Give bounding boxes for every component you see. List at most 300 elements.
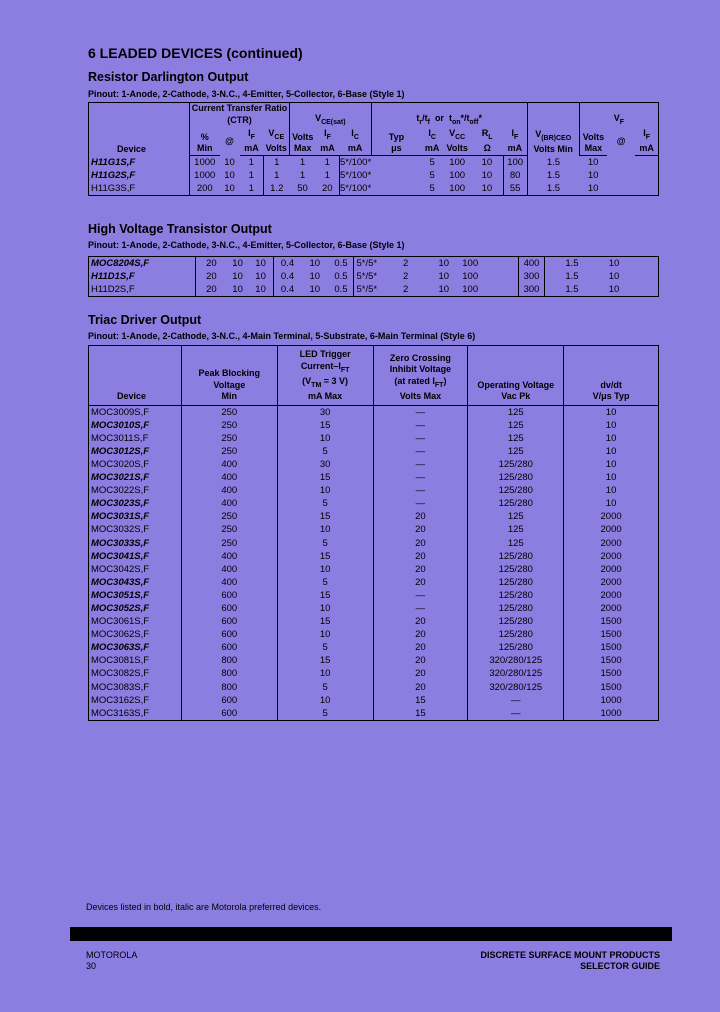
table-cell: 10 xyxy=(438,258,450,269)
device-part-number: MOC3031S,F xyxy=(91,511,150,523)
device-part-number: MOC3022S,F xyxy=(91,485,150,497)
table-cell: 250 xyxy=(181,405,277,419)
table-cell: 10 xyxy=(608,258,620,269)
table-cell: 15 xyxy=(277,654,373,667)
table-cell: 10 xyxy=(277,484,373,497)
col-vf-max: Max xyxy=(579,143,607,155)
table-row xyxy=(89,283,659,297)
table-cell: 1 xyxy=(324,169,330,181)
table-cell: 5*/5* xyxy=(354,283,379,297)
table-cell: 15 xyxy=(277,471,373,484)
table-cell: 1 xyxy=(299,169,306,181)
table-cell: 125/280 xyxy=(468,563,564,576)
device-part-number: MOC3021S,F xyxy=(91,472,150,484)
table-cell: 20 xyxy=(373,537,468,550)
table-cell: 10 xyxy=(481,169,493,181)
table-cell: 10 xyxy=(224,156,235,168)
table-cell: 15 xyxy=(277,589,373,602)
table-cell: 10 xyxy=(564,497,659,510)
table-cell: 5 xyxy=(277,445,373,458)
table-cell: 125 xyxy=(468,405,564,419)
table-row xyxy=(89,484,659,497)
table-cell: 10 xyxy=(309,271,321,282)
table-cell: — xyxy=(373,445,468,458)
table-row xyxy=(89,405,659,419)
table-cell: 0.4 xyxy=(274,257,301,271)
table-cell: 400 xyxy=(181,458,277,471)
col-sat-volts: Volts xyxy=(290,128,316,143)
table-cell: 125/280 xyxy=(468,576,564,589)
table-cell: 55 xyxy=(503,182,527,196)
table-row xyxy=(89,667,659,680)
col-operating: Operating Voltage Vac Pk xyxy=(468,346,564,406)
col-ctr-ma: mA xyxy=(240,143,264,155)
device-part-number: MOC3012S,F xyxy=(91,445,150,457)
table-cell: — xyxy=(373,405,468,419)
table-cell: 15 xyxy=(373,694,468,707)
table-cell: 10 xyxy=(309,284,321,295)
table-cell: 5 xyxy=(429,156,435,168)
table-cell: 320/280/125 xyxy=(468,654,564,667)
table-cell: 1.5 xyxy=(527,155,579,169)
table-cell: 10 xyxy=(224,182,235,194)
table-row xyxy=(89,576,659,589)
table-cell: — xyxy=(373,432,468,445)
table-cell: 2 xyxy=(403,284,409,295)
device-part-number: MOC3032S,F xyxy=(91,524,150,536)
table-cell: 10 xyxy=(438,271,450,282)
table-cell: 5 xyxy=(277,681,373,694)
table-cell: 125/280 xyxy=(468,589,564,602)
page-number: 30 xyxy=(86,961,97,971)
table-cell: 600 xyxy=(181,615,277,628)
section-title-resistor-darlington: Resistor Darlington Output xyxy=(88,70,249,84)
table-cell xyxy=(485,257,519,271)
table-row xyxy=(89,694,659,707)
table-cell: 1500 xyxy=(564,681,659,694)
device-part-number: MOC3051S,F xyxy=(91,589,150,601)
table-cell: — xyxy=(373,458,468,471)
col-sat-ma2: mA xyxy=(340,143,372,155)
table-row xyxy=(89,445,659,458)
section-title-triac-driver: Triac Driver Output xyxy=(88,313,202,327)
table-cell: 1 xyxy=(264,155,290,169)
table-cell: 1500 xyxy=(564,654,659,667)
device-part-number: MOC3043S,F xyxy=(91,576,150,588)
table-cell: 10 xyxy=(277,694,373,707)
table-cell: 1 xyxy=(248,156,254,168)
table-row xyxy=(89,707,659,721)
table-cell: — xyxy=(373,589,468,602)
table-cell: 5*/5* xyxy=(354,257,379,271)
table-cell: 100 xyxy=(462,271,479,282)
table-cell: 15 xyxy=(277,550,373,563)
table-cell: 600 xyxy=(181,641,277,654)
table-cell: 400 xyxy=(519,257,544,271)
table-cell: 5 xyxy=(277,537,373,550)
table-cell: 250 xyxy=(181,445,277,458)
device-part-number: MOC3163S,F xyxy=(91,707,150,719)
table-cell: 20 xyxy=(373,523,468,536)
table-cell: 2000 xyxy=(564,563,659,576)
table-cell xyxy=(371,169,421,182)
table-cell: 125 xyxy=(468,537,564,550)
device-part-number: MOC3011S,F xyxy=(91,432,149,444)
table-cell: 1000 xyxy=(190,169,220,182)
device-part-number: H11G2S,F xyxy=(91,169,136,181)
table-cell: 125 xyxy=(468,419,564,432)
table-body xyxy=(89,257,659,297)
table-cell: 600 xyxy=(181,589,277,602)
table-cell: 125/280 xyxy=(468,641,564,654)
table-cell: 20 xyxy=(373,510,468,523)
table-row xyxy=(89,497,659,510)
table-cell: 800 xyxy=(181,681,277,694)
table-row xyxy=(89,155,659,169)
table-cell: — xyxy=(373,602,468,615)
table-cell: 10 xyxy=(255,284,266,295)
table-cell: 300 xyxy=(519,270,544,283)
device-part-number: MOC3083S,F xyxy=(91,681,150,693)
table-cell: 200 xyxy=(190,182,220,196)
table-cell xyxy=(485,270,519,283)
device-part-number: MOC3020S,F xyxy=(91,458,150,470)
col-device: Device xyxy=(117,143,147,154)
table-cell: 250 xyxy=(181,419,277,432)
table-row xyxy=(89,641,659,654)
section-title-high-voltage: High Voltage Transistor Output xyxy=(88,222,272,236)
table-cell: — xyxy=(373,497,468,510)
table-cell: 10 xyxy=(277,563,373,576)
table-cell: 10 xyxy=(564,405,659,419)
col-tr-typ: Typ xyxy=(371,128,421,143)
table-cell: 100 xyxy=(503,155,527,169)
col-tr-ohm: Ω xyxy=(471,143,503,155)
table-cell: 5*/100* xyxy=(340,169,372,181)
col-ctr-pct: % xyxy=(190,128,220,143)
footer-left xyxy=(86,950,137,972)
col-vf-volts: Volts xyxy=(579,128,607,143)
device-part-number: MOC3010S,F xyxy=(91,419,150,431)
table-cell: 10 xyxy=(277,523,373,536)
table-row xyxy=(89,471,659,484)
table-cell: 15 xyxy=(277,510,373,523)
footer-right xyxy=(480,950,660,972)
table-cell: 10 xyxy=(255,271,266,282)
table-cell: 0.5 xyxy=(334,284,348,295)
table-cell: 10 xyxy=(481,182,493,194)
table-cell: 20 xyxy=(373,641,468,654)
footnote: Devices listed in bold, italic are Motorola preferred devices. xyxy=(86,902,322,912)
table-cell: 20 xyxy=(373,628,468,641)
table-cell: — xyxy=(373,471,468,484)
device-part-number: MOC3082S,F xyxy=(91,668,150,680)
table-row xyxy=(89,432,659,445)
table-cell: 0.4 xyxy=(274,283,301,297)
col-sat-ma: mA xyxy=(316,143,340,155)
pinout-triac-driver: Pinout: 1-Anode, 2-Cathode, 3-N.C., 4-Main Terminal, 5-Substrate, 6-Main Terminal (Style 6) xyxy=(88,331,476,341)
table-cell: 2000 xyxy=(564,576,659,589)
table-cell: 1 xyxy=(299,156,306,168)
table-row xyxy=(89,589,659,602)
col-sat-max: Max xyxy=(290,143,316,155)
table-cell: 100 xyxy=(449,182,466,194)
table-body xyxy=(89,155,659,195)
table-cell: 10 xyxy=(309,258,321,269)
col-tr-us: μs xyxy=(371,143,421,155)
table-cell: 5*/100* xyxy=(340,156,372,168)
col-peak: Peak Blocking Voltage Min xyxy=(181,346,277,406)
table-row xyxy=(89,257,659,271)
col-device: Device xyxy=(89,346,182,406)
table-cell: 10 xyxy=(608,284,620,295)
table-cell: 20 xyxy=(373,563,468,576)
table-cell: 1.5 xyxy=(544,257,599,271)
table-cell: 5 xyxy=(277,576,373,589)
table-cell: 1000 xyxy=(564,707,659,721)
table-cell xyxy=(371,182,421,196)
table-row xyxy=(89,169,659,182)
table-cell: 10 xyxy=(438,284,450,295)
col-vcesat: $V_{CE(sat)}$ xyxy=(290,103,372,129)
col-ctr-min: Min xyxy=(190,143,220,155)
table-cell: 250 xyxy=(181,523,277,536)
table-cell: — xyxy=(468,707,564,721)
table-cell: 10 xyxy=(587,182,599,194)
col-ctr-if: $I_F$ xyxy=(248,128,255,141)
col-tr-volts: Volts xyxy=(443,143,471,155)
table-row xyxy=(89,654,659,667)
col-tr-ic: $I_C$ xyxy=(428,128,436,141)
footer-brand: MOTOROLA xyxy=(86,950,138,960)
table-cell: 125/280 xyxy=(468,484,564,497)
table-cell: 400 xyxy=(181,550,277,563)
table-cell: 2 xyxy=(403,271,409,282)
table-cell: 800 xyxy=(181,654,277,667)
device-part-number: MOC3009S,F xyxy=(91,406,150,418)
table-cell: 20 xyxy=(373,667,468,680)
device-part-number: MOC3162S,F xyxy=(91,694,150,706)
table-cell: 1.5 xyxy=(544,283,599,297)
table-cell: 125 xyxy=(468,523,564,536)
table-cell: 100 xyxy=(449,156,466,168)
table-cell: 1 xyxy=(264,169,290,182)
table-cell: 30 xyxy=(277,405,373,419)
table-cell: 300 xyxy=(519,283,544,297)
table-cell: 600 xyxy=(181,707,277,721)
table-body xyxy=(89,405,659,720)
table-cell: 100 xyxy=(462,258,479,269)
table-cell: 320/280/125 xyxy=(468,681,564,694)
table-cell: 1000 xyxy=(190,155,220,169)
col-tr-ma: mA xyxy=(421,143,443,155)
table-cell: 125/280 xyxy=(468,628,564,641)
col-vf-if: $I_F$ xyxy=(643,128,650,141)
table-cell: 5 xyxy=(277,641,373,654)
table-cell: 400 xyxy=(181,576,277,589)
table-cell: 125 xyxy=(468,510,564,523)
table-cell: 1500 xyxy=(564,641,659,654)
table-cell: — xyxy=(373,484,468,497)
table-cell: 1 xyxy=(248,182,254,194)
table-cell: 10 xyxy=(564,484,659,497)
table-cell: 1.5 xyxy=(527,182,579,196)
col-tr-if: $I_F$ xyxy=(511,128,519,141)
table-cell: 400 xyxy=(181,563,277,576)
table-cell: 2000 xyxy=(564,602,659,615)
col-tr-vcc: $V_{CC}$ xyxy=(449,128,466,141)
table-row xyxy=(89,510,659,523)
table-cell: 1 xyxy=(248,169,254,181)
col-zero: Zero Crossing Inhibit Voltage (at rated $I_{FT}$) Volts Max xyxy=(373,346,468,406)
table-cell xyxy=(485,283,519,297)
page-title: 6 LEADED DEVICES (continued) xyxy=(88,45,303,61)
table-cell: 15 xyxy=(373,707,468,721)
table-cell: 10 xyxy=(587,156,599,168)
table-cell: 1500 xyxy=(564,667,659,680)
device-part-number: MOC3061S,F xyxy=(91,616,150,628)
footer-rule xyxy=(70,927,672,941)
table-cell: 250 xyxy=(181,432,277,445)
table-cell: 100 xyxy=(462,284,479,295)
table-cell: 5 xyxy=(277,707,373,721)
table-cell: 125/280 xyxy=(468,550,564,563)
table-cell: — xyxy=(373,419,468,432)
col-sat-ic: $I_C$ xyxy=(351,128,359,141)
table-cell: 600 xyxy=(181,628,277,641)
table-cell: 600 xyxy=(181,602,277,615)
table-cell: 5 xyxy=(277,497,373,510)
col-vbr: $V_{(BR)CEO}$ Volts Min xyxy=(527,103,579,156)
table-cell: 10 xyxy=(564,471,659,484)
table-cell: 2000 xyxy=(564,510,659,523)
table-cell: 1.5 xyxy=(544,270,599,283)
table-row xyxy=(89,615,659,628)
table-row xyxy=(89,563,659,576)
table-cell: 15 xyxy=(277,615,373,628)
table-cell: 20 xyxy=(373,615,468,628)
col-vf-at: @ xyxy=(616,135,626,146)
device-part-number: H11D1S,F xyxy=(91,271,135,282)
table-row xyxy=(89,550,659,563)
table-row xyxy=(89,681,659,694)
table-cell: 10 xyxy=(564,432,659,445)
table-cell: 10 xyxy=(564,445,659,458)
table-cell: 400 xyxy=(181,471,277,484)
table-cell: 0.5 xyxy=(334,258,348,269)
col-tr: $t_r/t_f$ or $t_{on}*/t_{off}*$ xyxy=(371,103,527,129)
table-cell: 20 xyxy=(195,270,227,283)
table-cell: 10 xyxy=(232,258,243,269)
table-cell: 600 xyxy=(181,694,277,707)
table-cell: 10 xyxy=(277,667,373,680)
table-cell: 2000 xyxy=(564,589,659,602)
table-cell: 50 xyxy=(297,182,308,194)
table-cell: 30 xyxy=(277,458,373,471)
table-triac-driver xyxy=(88,345,659,721)
col-vf-ma: mA xyxy=(635,143,658,155)
table-cell: 10 xyxy=(277,432,373,445)
col-ctr-volts: Volts xyxy=(264,143,290,155)
table-cell: 250 xyxy=(181,510,277,523)
table-cell: 100 xyxy=(449,169,466,181)
table-cell: 1 xyxy=(324,156,330,168)
table-cell: 20 xyxy=(195,257,227,271)
device-part-number: H11G1S,F xyxy=(91,156,136,168)
table-row xyxy=(89,523,659,536)
device-part-number: MOC3042S,F xyxy=(91,563,150,575)
device-part-number: MOC3033S,F xyxy=(91,537,150,549)
table-cell: 10 xyxy=(587,169,599,181)
table-cell: 1000 xyxy=(564,694,659,707)
col-ctr-vce: $V_{CE}$ xyxy=(268,128,285,141)
device-part-number: MOC3041S,F xyxy=(91,550,150,562)
table-row xyxy=(89,537,659,550)
device-part-number: MOC3062S,F xyxy=(91,629,150,641)
table-cell: 10 xyxy=(277,602,373,615)
table-cell: 2000 xyxy=(564,550,659,563)
table-cell: 1500 xyxy=(564,628,659,641)
device-part-number: H11D2S,F xyxy=(91,284,135,295)
table-row xyxy=(89,270,659,283)
col-sat-if: $I_F$ xyxy=(324,128,331,141)
table-cell: 125/280 xyxy=(468,471,564,484)
table-cell: 125 xyxy=(468,432,564,445)
table-cell: 5*/100* xyxy=(340,182,372,194)
table-cell: 400 xyxy=(181,497,277,510)
table-cell: 125/280 xyxy=(468,497,564,510)
table-cell: 125/280 xyxy=(468,602,564,615)
table-cell: 400 xyxy=(181,484,277,497)
col-tr-ma2: mA xyxy=(503,143,527,155)
table-cell: 20 xyxy=(373,550,468,563)
table-cell: 800 xyxy=(181,667,277,680)
table-row xyxy=(89,602,659,615)
device-part-number: MOC8204S,F xyxy=(91,258,150,269)
table-cell: 10 xyxy=(255,258,266,269)
table-cell xyxy=(371,155,421,169)
table-row xyxy=(89,182,659,196)
table-cell: 20 xyxy=(373,681,468,694)
col-ctr: Current Transfer Ratio (CTR) xyxy=(190,103,290,129)
table-cell: 10 xyxy=(564,458,659,471)
device-part-number: MOC3023S,F xyxy=(91,498,150,510)
table-cell: 1.2 xyxy=(264,182,290,196)
pinout-resistor-darlington: Pinout: 1-Anode, 2-Cathode, 3-N.C., 4-Emitter, 5-Collector, 6-Base (Style 1) xyxy=(88,89,405,99)
table-cell: 0.4 xyxy=(274,270,301,283)
table-cell: 20 xyxy=(195,283,227,297)
table-cell: 10 xyxy=(608,271,620,282)
table-cell: 1.5 xyxy=(527,169,579,182)
table-cell: 125 xyxy=(468,445,564,458)
table-row xyxy=(89,628,659,641)
table-cell: — xyxy=(468,694,564,707)
table-cell: 20 xyxy=(321,182,333,194)
table-cell: 2000 xyxy=(564,523,659,536)
col-vf: $V_F$ xyxy=(579,103,658,129)
table-cell: 2000 xyxy=(564,537,659,550)
table-cell: 10 xyxy=(232,284,243,295)
device-part-number: MOC3063S,F xyxy=(91,642,150,654)
table-cell: 20 xyxy=(373,576,468,589)
table-cell: 5 xyxy=(429,182,435,194)
table-high-voltage xyxy=(88,256,659,297)
col-ctr-at: @ xyxy=(225,135,234,146)
col-led: LED Trigger Current–$I_{FT}$ ($V_{TM} = 3$ V) mA Max xyxy=(277,346,373,406)
table-cell: 10 xyxy=(481,156,493,168)
table-cell: 0.5 xyxy=(334,271,348,282)
device-part-number: MOC3081S,F xyxy=(91,655,150,667)
